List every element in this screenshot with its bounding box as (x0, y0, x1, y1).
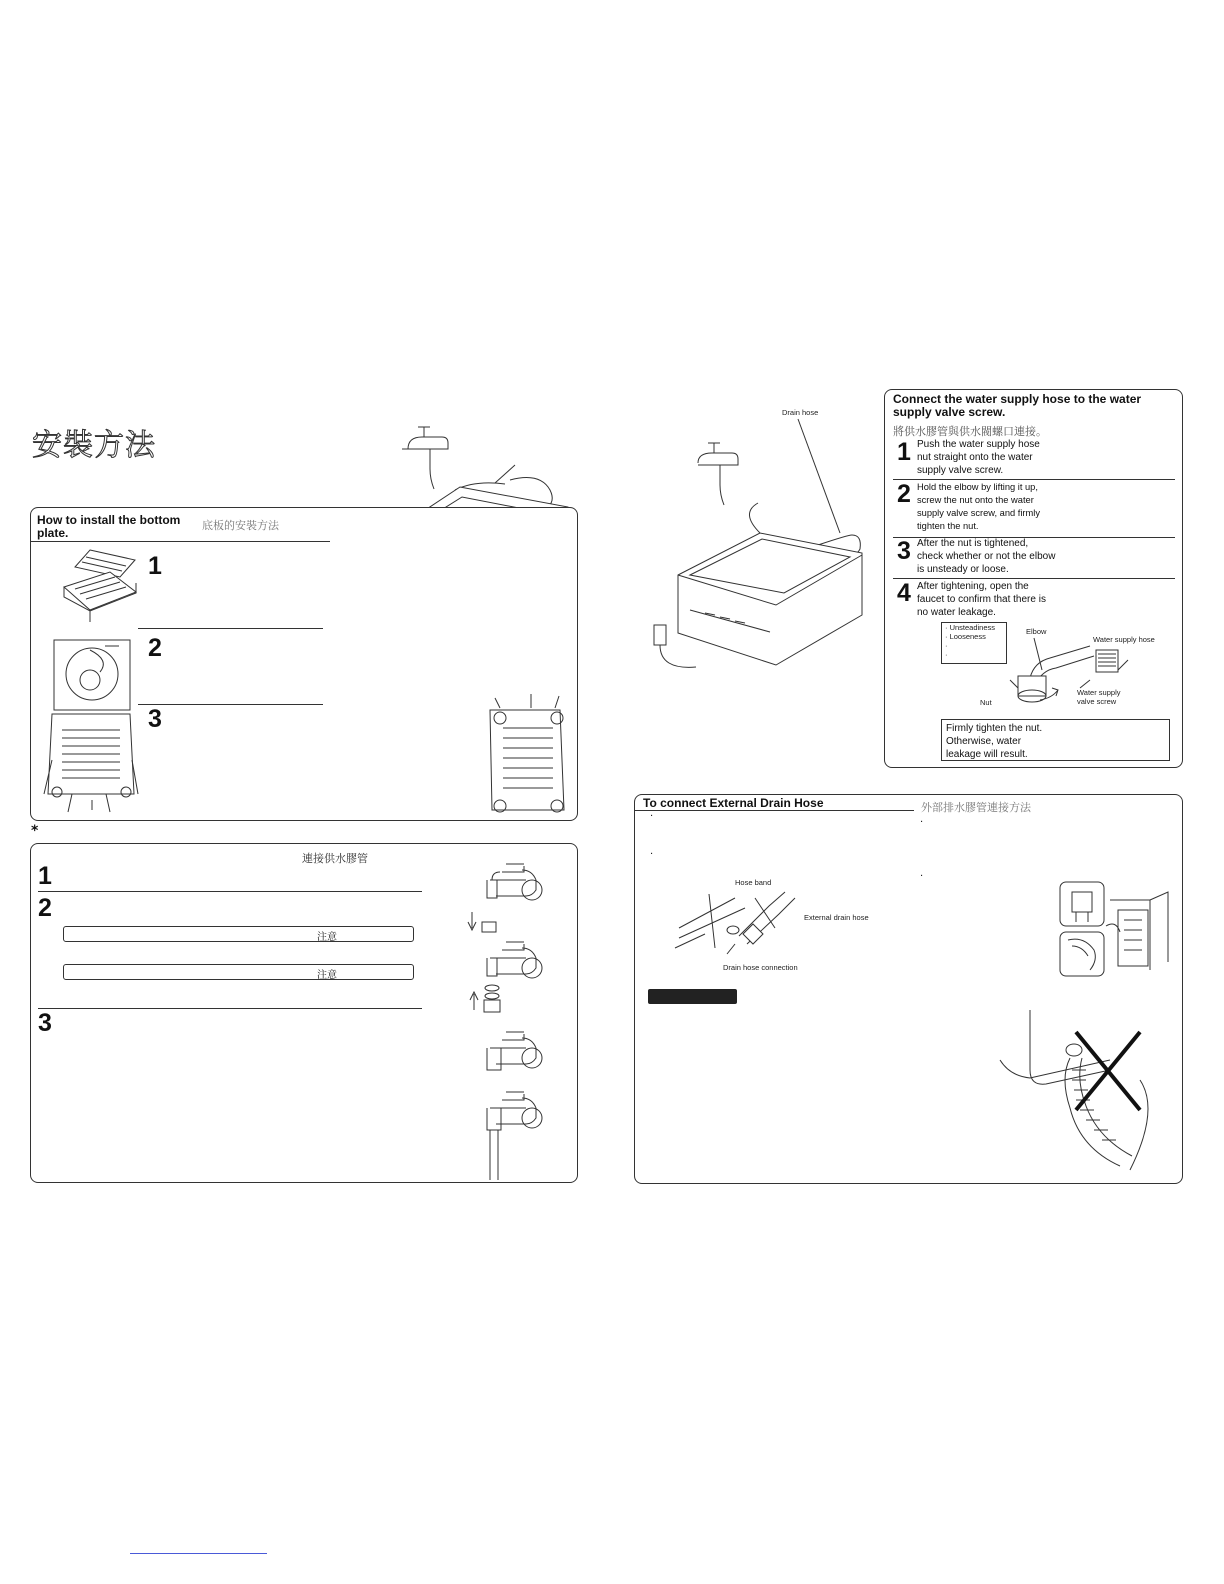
wrong-drain-illustration (990, 1010, 1170, 1175)
drain-hose-connection-label: Drain hose connection (723, 963, 798, 972)
drain-hose-label: Drain hose (782, 408, 819, 417)
connect-supply-title-cn: 連接供水膠管 (302, 852, 368, 865)
checklist-item: · Unsteadiness (945, 623, 996, 632)
faucet-illustrations (462, 850, 562, 1180)
valve-screw-label: Water supply valve screw (1077, 688, 1121, 706)
bottom-plate-step1-illustration (60, 542, 140, 627)
bullet: · (920, 817, 924, 828)
checklist-box (941, 622, 1007, 664)
asterisk-note: * (31, 823, 39, 839)
bullet: · (920, 871, 924, 882)
drain-hose-connection-illustration (675, 888, 805, 968)
water-supply-step-text: After the nut is tightened, check whether or not the elbow is unsteady or loose. (917, 538, 1056, 575)
checklist-item: · Looseness (945, 632, 986, 641)
bottom-plate-detail-illustration (475, 688, 575, 818)
water-supply-step-divider (893, 479, 1175, 480)
water-supply-title: Connect the water supply hose to the water supply valve screw. (893, 392, 1142, 419)
bottom-plate-step-divider (138, 628, 323, 629)
water-supply-step-number: 3 (897, 537, 911, 565)
washer-with-hoses-illustration (650, 415, 880, 665)
hose-band-label: Hose band (735, 878, 772, 887)
water-supply-step-text: Hold the elbow by lifting it up, screw the nut onto the water supply valve screw, and firmly tighten the nut. (917, 482, 1040, 531)
bullet: · (650, 849, 654, 860)
bottom-plate-step-number: 2 (148, 634, 162, 662)
external-drain-title: To connect External Drain Hose (643, 796, 824, 810)
water-supply-step-number: 1 (897, 438, 911, 466)
water-supply-step-divider (893, 578, 1175, 579)
caution-banner (648, 989, 737, 1004)
water-supply-title-cn: 將供水膠管與供水閥螺口連接。 (893, 425, 1047, 438)
connect-supply-step-number: 2 (38, 894, 52, 922)
connect-supply-divider (38, 1008, 422, 1009)
bottom-plate-title: How to install the bottom plate. (37, 513, 181, 540)
warning-text: Firmly tighten the nut. Otherwise, water leakage will result. (946, 723, 1043, 760)
water-supply-step-text: Push the water supply hose nut straight onto the water supply valve screw. (917, 439, 1040, 476)
bottom-plate-step-divider (138, 704, 323, 705)
bottom-plate-step-number: 1 (148, 552, 162, 580)
connect-supply-divider (38, 891, 422, 892)
external-drain-hose-label: External drain hose (804, 913, 869, 922)
bottom-plate-step-number: 3 (148, 705, 162, 733)
nut-label: Nut (980, 698, 992, 707)
caution-label: 注意 (317, 970, 337, 981)
water-supply-step-number: 4 (897, 579, 911, 607)
water-supply-step-text: After tightening, open the faucet to confirm that there is no water leakage. (917, 581, 1046, 618)
checklist-item: · (945, 650, 948, 659)
warning-box (941, 719, 1170, 761)
page-title: 安裝方法 (32, 428, 156, 463)
bottom-plate-title-cn: 底板的安裝方法 (202, 519, 279, 532)
bullet: · (650, 811, 654, 822)
connect-supply-step-number: 1 (38, 862, 52, 890)
elbow-label: Elbow (1026, 627, 1047, 636)
caution-label: 注意 (317, 932, 337, 943)
connect-supply-step-number: 3 (38, 1009, 52, 1037)
caution-box (63, 926, 414, 942)
external-drain-title-divider (634, 810, 914, 811)
checklist-item: · (945, 641, 948, 650)
water-supply-hose-label: Water supply hose (1093, 635, 1155, 644)
footer-underline (130, 1553, 267, 1554)
water-supply-step-number: 2 (897, 480, 911, 508)
external-drain-title-cn: 外部排水膠管連接方法 (921, 801, 1031, 814)
elbow-nut-illustration (1000, 630, 1150, 710)
drain-hose-photos (1058, 880, 1178, 980)
bottom-plate-step2-illustration (50, 632, 135, 712)
bottom-plate-step3-illustration (42, 710, 142, 815)
caution-box (63, 964, 414, 980)
